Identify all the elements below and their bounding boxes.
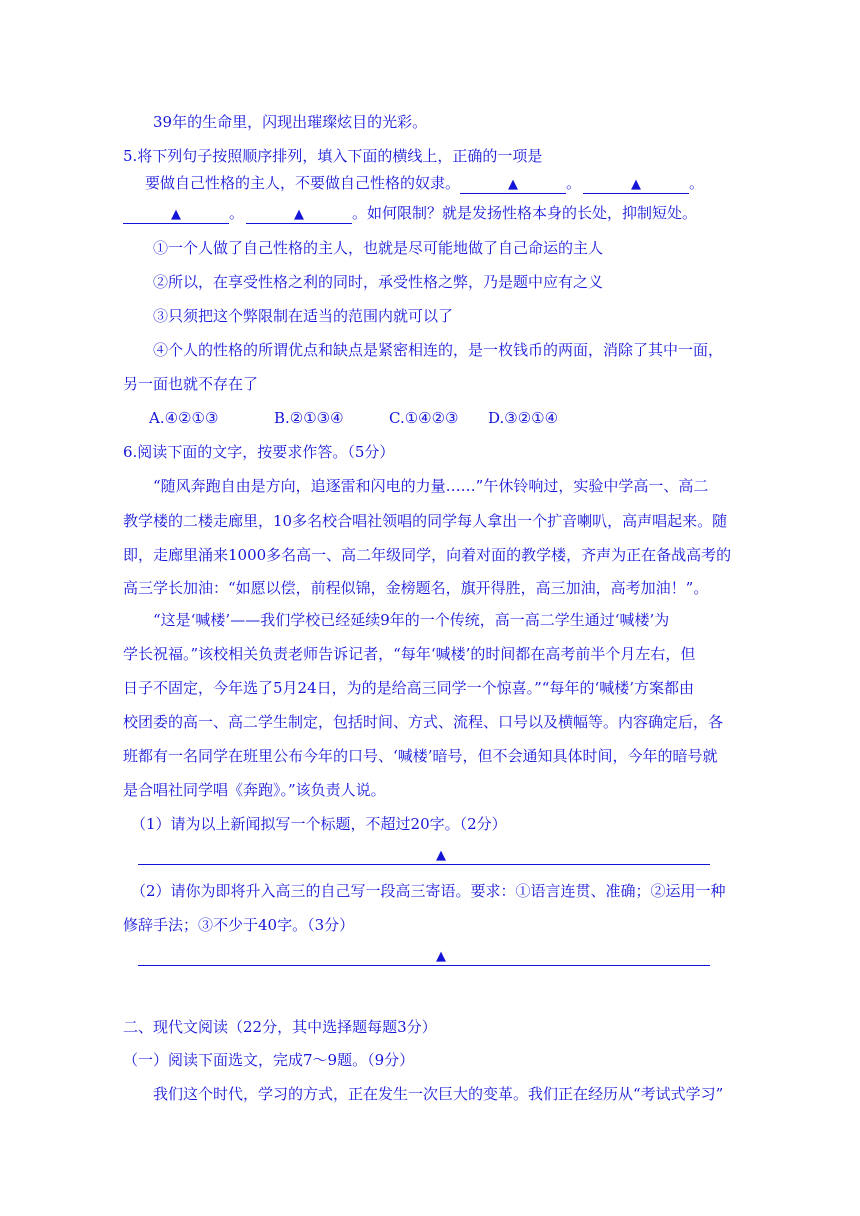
- section-heading: 二、现代文阅读（22分，其中选择题每题3分）: [123, 1018, 437, 1036]
- choice-d[interactable]: D.③②①④: [488, 409, 559, 427]
- question-5-stem-line2: [123, 203, 697, 224]
- punctuation: 。: [566, 174, 582, 192]
- sub-question-2: （2）请你为即将升入高三的自己写一段高三寄语。要求：①语言连贯、准确；②运用一种: [131, 882, 726, 900]
- text-line: 39年的生命里，闪现出璀璨炫目的光彩。: [153, 113, 428, 131]
- answer-triangle-icon: ▲: [436, 949, 446, 964]
- stem-text: 。如何限制？就是发扬性格本身的长处，抑制短处。: [352, 204, 698, 222]
- paragraph-line: “随风奔跑自由是方向，追逐雷和闪电的力量……”午休铃响过，实验中学高一、高二: [153, 477, 709, 495]
- paragraph-line: 学长祝福。”该校相关负责老师告诉记者，“每年‘喊楼’的时间都在高考前半个月左右，但: [123, 645, 696, 663]
- paragraph-line: 即，走廊里涌来1000多名高一、高二年级同学，向着对面的教学楼，齐声为正在备战高考的: [123, 546, 732, 564]
- punctuation: 。: [689, 174, 705, 192]
- answer-triangle-icon: ▲: [436, 848, 446, 863]
- subsection-heading: （一）阅读下面选文，完成7～9题。（9分）: [123, 1051, 415, 1069]
- option-4: ④个人的性格的所谓优点和缺点是紧密相连的，是一枚钱币的两面，消除了其中一面，: [153, 341, 724, 359]
- paragraph-line: 我们这个时代，学习的方式，正在发生一次巨大的变革。我们正在经历从“考试式学习”: [153, 1085, 724, 1103]
- paragraph-line: 校团委的高一、高二学生制定，包括时间、方式、流程、口号以及横幅等。内容确定后，各: [123, 713, 724, 731]
- paragraph-line: 是合唱社同学唱《奔跑》。”该负责人说。: [123, 781, 386, 799]
- answer-blank[interactable]: [583, 175, 689, 194]
- choice-c[interactable]: C.①④②③: [389, 409, 459, 427]
- blank-triangle-icon: ▲: [508, 177, 519, 192]
- answer-line[interactable]: [138, 965, 710, 966]
- choice-b[interactable]: B.②①③④: [274, 409, 344, 427]
- sub-question-2-cont: 修辞手法；③不少于40字。（3分）: [123, 916, 355, 934]
- option-1: ①一个人做了自己性格的主人，也就是尽可能地做了自己命运的主人: [153, 239, 604, 257]
- paragraph-line: 教学楼的二楼走廊里，10多名校合唱社领唱的同学每人拿出一个扩音喇叭，高声唱起来。随: [123, 512, 728, 530]
- answer-blank[interactable]: [460, 175, 566, 194]
- blank-triangle-icon: ▲: [171, 207, 181, 222]
- punctuation: 。: [229, 204, 245, 222]
- paragraph-line: 高三学长加油：“如愿以偿，前程似锦，金榜题名，旗开得胜，高三加油，高考加油！”。: [123, 579, 709, 597]
- answer-blank[interactable]: [246, 205, 352, 224]
- question-5-stem-line1: [145, 173, 704, 194]
- paragraph-line: 班都有一名同学在班里公布今年的口号、‘喊楼’暗号，但不会通知具体时间，今年的暗号就: [123, 747, 718, 765]
- choice-a[interactable]: A.④②①③: [149, 409, 219, 427]
- blank-triangle-icon: ▲: [631, 177, 642, 192]
- option-4-cont: 另一面也就不存在了: [123, 375, 259, 393]
- answer-line[interactable]: [138, 864, 710, 865]
- answer-blank[interactable]: [123, 205, 229, 224]
- option-2: ②所以，在享受性格之利的同时，承受性格之弊，乃是题中应有之义: [153, 273, 604, 291]
- stem-text: 要做自己性格的主人，不要做自己性格的奴隶。: [145, 174, 461, 192]
- question-6: 6.阅读下面的文字，按要求作答。（5分）: [123, 443, 395, 461]
- sub-question-1: （1）请为以上新闻拟写一个标题，不超过20字。（2分）: [131, 815, 507, 833]
- blank-triangle-icon: ▲: [294, 207, 305, 222]
- paragraph-line: 日子不固定，今年选了5月24日，为的是给高三同学一个惊喜。”“每年的‘喊楼’方案都由: [123, 679, 695, 697]
- question-5: 5.将下列句子按照顺序排列，填入下面的横线上，正确的一项是: [123, 147, 543, 165]
- paragraph-line: “这是‘喊楼’——我们学校已经延续9年的一个传统，高一高二学生通过‘喊楼’为: [153, 611, 670, 629]
- option-3: ③只须把这个弊限制在适当的范围内就可以了: [153, 307, 454, 325]
